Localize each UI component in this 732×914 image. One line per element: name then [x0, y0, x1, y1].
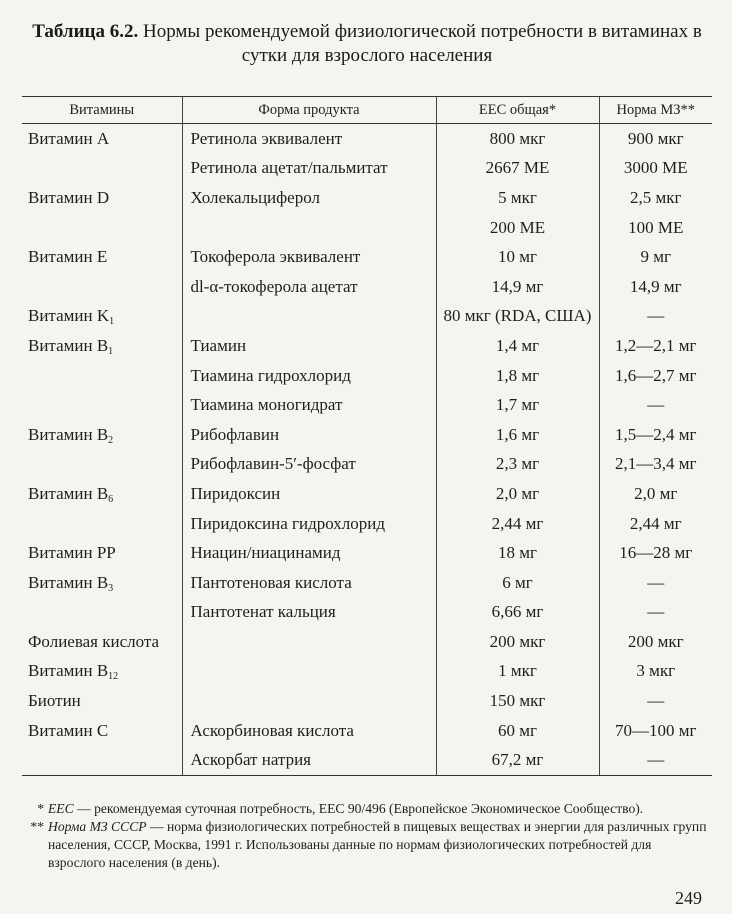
footnote-text: — рекомендуемая суточная потребность, ЕЕС 90/496 (Европейское Экономическое Сообщество).	[73, 801, 644, 816]
table-body	[22, 124, 712, 776]
footnotes	[22, 800, 712, 872]
header-product-form: Форма продукта	[182, 97, 436, 124]
cell-eec: 2,3 мг	[436, 450, 599, 480]
cell-eec: 60 мг	[436, 716, 599, 746]
vitamin-subscript: 2	[108, 434, 114, 446]
footnote-term: ЕЕС	[48, 801, 74, 816]
vitamin-subscript: 6	[108, 493, 114, 505]
cell-mz-norm: —	[599, 390, 712, 420]
cell-eec: 67,2 мг	[436, 745, 599, 775]
cell-eec: 10 мг	[436, 242, 599, 272]
cell-mz-norm: 70—100 мг	[599, 716, 712, 746]
cell-mz-norm: 1,6—2,7 мг	[599, 361, 712, 391]
vitamin-table-container	[22, 96, 712, 776]
cell-eec: 1,8 мг	[436, 361, 599, 391]
cell-mz-norm: 2,5 мкг	[599, 183, 712, 213]
vitamin-name: Витамин K	[28, 306, 110, 326]
cell-vitamin	[22, 302, 182, 332]
cell-eec: 6 мг	[436, 568, 599, 598]
cell-eec: 18 мг	[436, 538, 599, 568]
cell-eec: 14,9 мг	[436, 272, 599, 302]
vitamin-subscript: 12	[108, 671, 119, 683]
table-row	[22, 509, 712, 539]
cell-eec: 800 мкг	[436, 124, 599, 154]
footnote-text: — норма физиологических потребностей в пищевых веществах и энергии для различных групп населения, СССР, Москва, 1991 г. Использованы данные по нормам физиологических потребностей для взрослого населения (в день).	[48, 819, 707, 870]
table-header-row	[22, 97, 712, 124]
cell-mz-norm: —	[599, 598, 712, 628]
cell-eec: 1 мкг	[436, 657, 599, 687]
table-row	[22, 213, 712, 243]
header-eec: ЕЕС общая*	[436, 97, 599, 124]
table-row	[22, 302, 712, 332]
cell-mz-norm: 200 мкг	[599, 627, 712, 657]
table-row	[22, 420, 712, 450]
cell-vitamin	[22, 716, 182, 746]
cell-vitamin	[22, 479, 182, 509]
table-row	[22, 361, 712, 391]
cell-vitamin	[22, 361, 182, 391]
cell-mz-norm: 100 МЕ	[599, 213, 712, 243]
cell-eec: 5 мкг	[436, 183, 599, 213]
cell-mz-norm: 2,44 мг	[599, 509, 712, 539]
cell-mz-norm: 2,1—3,4 мг	[599, 450, 712, 480]
cell-product-form: Аскорбиновая кислота	[182, 716, 436, 746]
cell-product-form: Пиридоксин	[182, 479, 436, 509]
vitamin-name: Витамин B	[28, 572, 109, 592]
cell-vitamin	[22, 657, 182, 687]
cell-mz-norm: 2,0 мг	[599, 479, 712, 509]
cell-vitamin	[22, 538, 182, 568]
vitamin-name: Витамин Е	[28, 247, 108, 267]
cell-eec: 1,7 мг	[436, 390, 599, 420]
cell-vitamin	[22, 420, 182, 450]
cell-mz-norm: 16—28 мг	[599, 538, 712, 568]
vitamin-subscript: 1	[108, 345, 114, 357]
cell-product-form: Ниацин/ниацинамид	[182, 538, 436, 568]
table-row	[22, 686, 712, 716]
cell-product-form	[182, 686, 436, 716]
cell-vitamin	[22, 598, 182, 628]
vitamin-name: Витамин A	[28, 128, 110, 148]
header-vitamins: Витамины	[22, 97, 182, 124]
vitamin-name: Витамин B	[28, 335, 109, 355]
vitamin-name: Витамин С	[28, 720, 109, 740]
cell-eec: 200 МЕ	[436, 213, 599, 243]
cell-mz-norm: —	[599, 745, 712, 775]
table-row	[22, 598, 712, 628]
cell-product-form	[182, 213, 436, 243]
table-row	[22, 745, 712, 775]
cell-product-form: Пантотеновая кислота	[182, 568, 436, 598]
table-row	[22, 331, 712, 361]
cell-product-form: Рибофлавин	[182, 420, 436, 450]
cell-product-form: Тиамина гидрохлорид	[182, 361, 436, 391]
cell-mz-norm: 1,5—2,4 мг	[599, 420, 712, 450]
vitamin-subscript: 3	[108, 582, 114, 594]
footnote-eec	[22, 800, 712, 818]
vitamin-name: Фолиевая кислота	[28, 631, 160, 651]
table-caption	[22, 20, 712, 68]
cell-vitamin	[22, 331, 182, 361]
table-row	[22, 479, 712, 509]
cell-mz-norm: —	[599, 686, 712, 716]
table-row	[22, 716, 712, 746]
vitamin-norms-table	[22, 96, 712, 776]
cell-mz-norm: 1,2—2,1 мг	[599, 331, 712, 361]
cell-vitamin	[22, 213, 182, 243]
cell-mz-norm: 3 мкг	[599, 657, 712, 687]
footnote-mark: **	[30, 819, 44, 834]
cell-vitamin	[22, 272, 182, 302]
cell-mz-norm: 9 мг	[599, 242, 712, 272]
cell-product-form: Пантотенат кальция	[182, 598, 436, 628]
vitamin-subscript: 1	[109, 316, 115, 328]
cell-eec: 6,66 мг	[436, 598, 599, 628]
vitamin-name: Биотин	[28, 691, 81, 711]
table-row	[22, 154, 712, 184]
cell-eec: 200 мкг	[436, 627, 599, 657]
table-row	[22, 390, 712, 420]
cell-eec: 2667 МЕ	[436, 154, 599, 184]
table-row	[22, 538, 712, 568]
footnote-term: Норма МЗ СССР	[48, 819, 147, 834]
cell-product-form: Ретинола эквивалент	[182, 124, 436, 154]
caption-label: Таблица 6.2.	[32, 21, 139, 42]
cell-vitamin	[22, 154, 182, 184]
cell-mz-norm: 3000 МЕ	[599, 154, 712, 184]
table-row	[22, 183, 712, 213]
cell-vitamin	[22, 509, 182, 539]
cell-product-form: Ретинола ацетат/пальмитат	[182, 154, 436, 184]
table-row	[22, 568, 712, 598]
table-row	[22, 450, 712, 480]
cell-mz-norm: —	[599, 568, 712, 598]
cell-vitamin	[22, 568, 182, 598]
cell-product-form: Токоферола эквивалент	[182, 242, 436, 272]
cell-vitamin	[22, 745, 182, 775]
cell-vitamin	[22, 686, 182, 716]
cell-eec: 1,4 мг	[436, 331, 599, 361]
cell-mz-norm: 14,9 мг	[599, 272, 712, 302]
cell-vitamin	[22, 390, 182, 420]
cell-product-form	[182, 627, 436, 657]
cell-product-form: Тиамин	[182, 331, 436, 361]
vitamin-name: Витамин B	[28, 483, 109, 503]
table-row	[22, 657, 712, 687]
cell-product-form: Рибофлавин-5′-фосфат	[182, 450, 436, 480]
vitamin-name: Витамин B	[28, 661, 109, 681]
table-row	[22, 242, 712, 272]
cell-vitamin	[22, 183, 182, 213]
cell-vitamin	[22, 242, 182, 272]
vitamin-name: Витамин B	[28, 424, 109, 444]
table-row	[22, 627, 712, 657]
cell-product-form: Холекальциферол	[182, 183, 436, 213]
cell-vitamin	[22, 450, 182, 480]
footnote-mark: *	[37, 801, 44, 816]
cell-product-form: dl-α-токоферола ацетат	[182, 272, 436, 302]
cell-product-form: Пиридоксина гидрохлорид	[182, 509, 436, 539]
header-mz-norm: Норма МЗ**	[599, 97, 712, 124]
cell-eec: 80 мкг (RDA, США)	[436, 302, 599, 332]
table-row	[22, 124, 712, 154]
cell-eec: 2,44 мг	[436, 509, 599, 539]
vitamin-name: Витамин PP	[28, 543, 116, 563]
cell-eec: 1,6 мг	[436, 420, 599, 450]
table-row	[22, 272, 712, 302]
page-number: 249	[675, 888, 702, 908]
cell-eec: 2,0 мг	[436, 479, 599, 509]
caption-text: Нормы рекомендуемой физиологической потребности в витаминах в сутки для взрослого населения	[138, 21, 702, 66]
cell-mz-norm: 900 мкг	[599, 124, 712, 154]
cell-vitamin	[22, 627, 182, 657]
cell-product-form: Аскорбат натрия	[182, 745, 436, 775]
cell-product-form: Тиамина моногидрат	[182, 390, 436, 420]
cell-eec: 150 мкг	[436, 686, 599, 716]
footnote-mz	[22, 818, 712, 872]
cell-vitamin	[22, 124, 182, 154]
cell-product-form	[182, 302, 436, 332]
cell-mz-norm: —	[599, 302, 712, 332]
cell-product-form	[182, 657, 436, 687]
vitamin-name: Витамин D	[28, 187, 110, 207]
